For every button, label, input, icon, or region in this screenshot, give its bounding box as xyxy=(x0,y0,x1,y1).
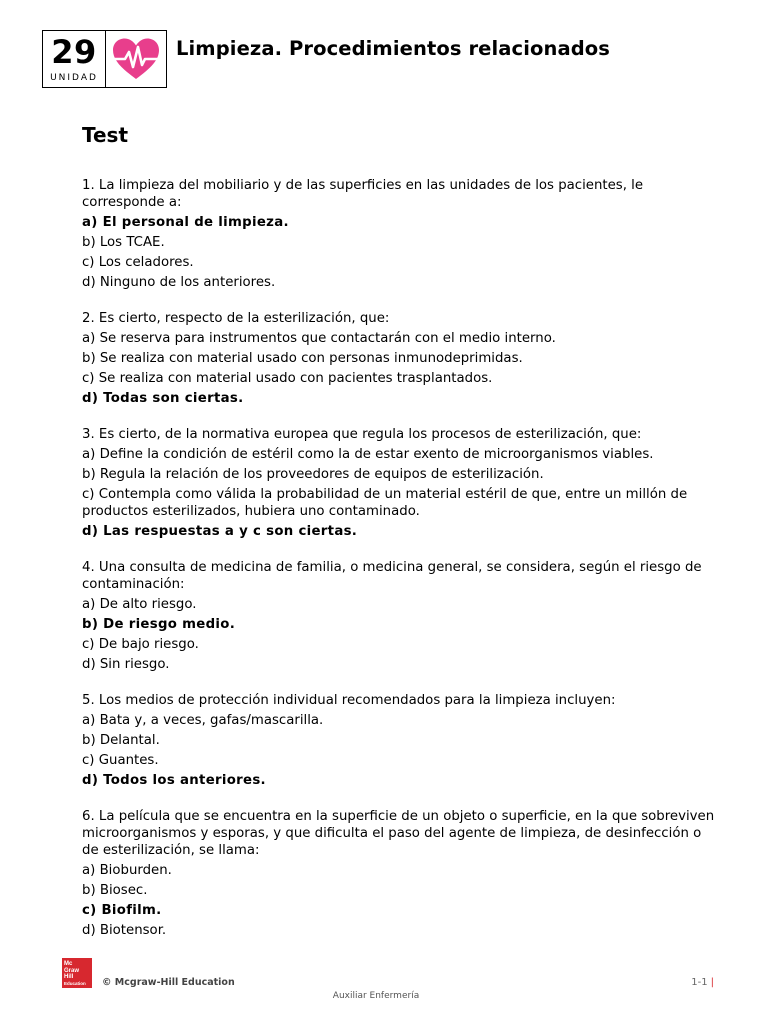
question-item xyxy=(82,310,722,407)
answer-option: d) Sin riesgo. xyxy=(82,657,170,672)
answer-option: a) Se reserva para instrumentos que contactarán con el medio interno. xyxy=(82,331,556,346)
answer-option-correct: b) De riesgo medio. xyxy=(82,617,236,632)
answer-option: c) De bajo riesgo. xyxy=(82,637,199,652)
answer-option: b) Delantal. xyxy=(82,733,160,748)
answer-option: a) Bioburden. xyxy=(82,863,172,878)
page-number xyxy=(691,977,714,988)
answer-option-correct: d) Las respuestas a y c son ciertas. xyxy=(82,524,358,539)
question-item xyxy=(82,177,722,291)
footer-subtitle: Auxiliar Enfermería xyxy=(332,991,420,1001)
question-list xyxy=(82,177,722,958)
answer-option-correct: a) El personal de limpieza. xyxy=(82,215,289,230)
section-title: Test xyxy=(82,123,129,147)
question-item xyxy=(82,559,722,673)
unit-label: UNIDAD xyxy=(50,73,98,83)
question-stem: 1. La limpieza del mobiliario y de las superficies en las unidades de los pacientes, le corresponde a: xyxy=(82,178,644,210)
page-number-text: 1-1 xyxy=(691,977,708,988)
question-item xyxy=(82,426,722,540)
logo-line: Graw xyxy=(64,967,80,974)
answer-option: c) Los celadores. xyxy=(82,255,194,270)
unit-number-cell xyxy=(43,31,106,87)
answer-option: b) Biosec. xyxy=(82,883,148,898)
footer-copyright: © Mcgraw-Hill Education xyxy=(102,977,235,988)
unit-badge xyxy=(42,30,167,88)
page-separator: | xyxy=(710,977,714,988)
logo-line: Education xyxy=(64,980,86,986)
question-stem: 4. Una consulta de medicina de familia, o medicina general, se considera, según el riesgo de contaminación: xyxy=(82,560,702,592)
answer-option: d) Ninguno de los anteriores. xyxy=(82,275,276,290)
logo-line: Hill xyxy=(64,974,74,980)
answer-option: c) Contempla como válida la probabilidad de un material estéril de que, entre un millón de productos esterilizados, hubiera uno contaminado. xyxy=(82,487,688,519)
answer-option: c) Se realiza con material usado con pacientes trasplantados. xyxy=(82,371,493,386)
answer-option-correct: c) Biofilm. xyxy=(82,903,162,918)
answer-option: b) Regula la relación de los proveedores de equipos de esterilización. xyxy=(82,467,544,482)
answer-option: b) Se realiza con material usado con personas inmunodeprimidas. xyxy=(82,351,523,366)
page-title: Limpieza. Procedimientos relacionados xyxy=(176,37,610,60)
question-stem: 3. Es cierto, de la normativa europea que regula los procesos de esterilización, que: xyxy=(82,427,642,442)
answer-option-correct: d) Todas son ciertas. xyxy=(82,391,244,406)
answer-option: a) Bata y, a veces, gafas/mascarilla. xyxy=(82,713,324,728)
answer-option: c) Guantes. xyxy=(82,753,159,768)
question-stem: 2. Es cierto, respecto de la esterilización, que: xyxy=(82,311,390,326)
unit-number: 29 xyxy=(51,33,97,71)
heart-pulse-icon xyxy=(111,37,161,81)
answer-option: a) De alto riesgo. xyxy=(82,597,197,612)
unit-icon-cell xyxy=(106,31,166,87)
question-stem: 5. Los medios de protección individual recomendados para la limpieza incluyen: xyxy=(82,693,616,708)
answer-option-correct: d) Todos los anteriores. xyxy=(82,773,266,788)
answer-option: d) Biotensor. xyxy=(82,923,167,938)
answer-option: a) Define la condición de estéril como la de estar exento de microorganismos viables. xyxy=(82,447,654,462)
answer-option: b) Los TCAE. xyxy=(82,235,165,250)
question-item xyxy=(82,808,722,939)
question-stem: 6. La película que se encuentra en la superficie de un objeto o superficie, en la que sobreviven microorganismos y esporas, y que dificulta el paso del agente de limpieza, de desinfección o de esterilización, se llama: xyxy=(82,809,715,858)
publisher-logo xyxy=(62,958,92,988)
question-item xyxy=(82,692,722,789)
logo-line: Mc xyxy=(64,961,73,967)
